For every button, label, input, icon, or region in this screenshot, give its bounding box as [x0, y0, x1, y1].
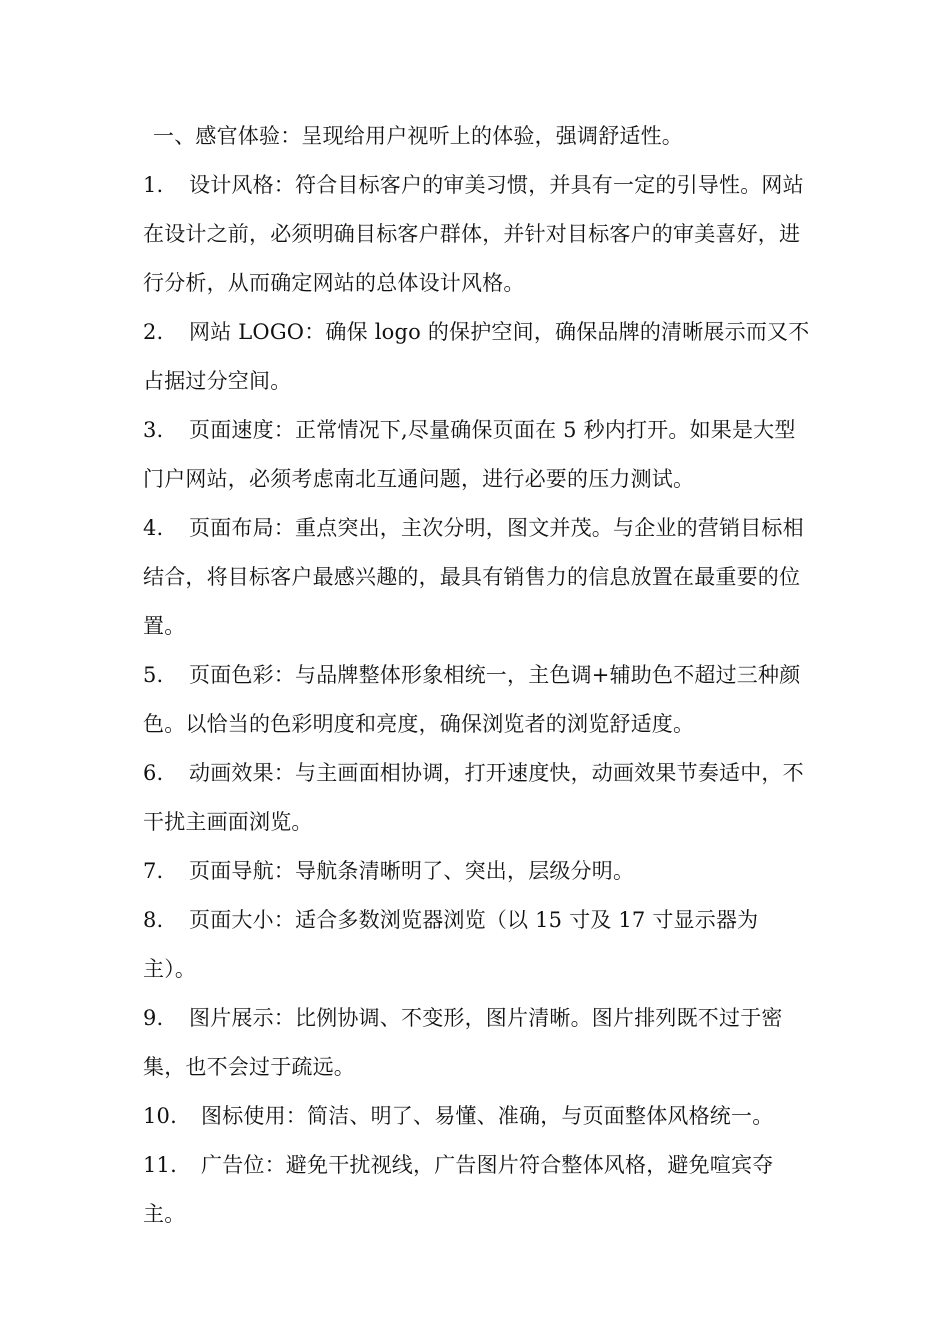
list-item	[143, 896, 811, 994]
item-number: 6.	[143, 761, 164, 785]
item-text: 图标使用：简洁、明了、易懂、准确，与页面整体风格统一。	[201, 1104, 774, 1128]
item-text: 页面布局：重点突出，主次分明，图文并茂。与企业的营销目标相结合，将目标客户最感兴趣的，最具有销售力的信息放置在最重要的位置。	[143, 516, 804, 638]
list-item	[143, 161, 811, 308]
item-number: 5.	[143, 663, 164, 687]
item-number: 11.	[143, 1153, 177, 1177]
list-item	[143, 1092, 811, 1141]
item-text: 网站 LOGO：确保 logo 的保护空间，确保品牌的清晰展示而又不占据过分空间。	[143, 320, 810, 393]
list-item	[143, 847, 811, 896]
list-item	[143, 406, 811, 504]
item-text: 广告位：避免干扰视线，广告图片符合整体风格，避免喧宾夺主。	[143, 1153, 774, 1226]
item-text: 页面导航：导航条清晰明了、突出，层级分明。	[189, 859, 635, 883]
item-text: 动画效果：与主画面相协调，打开速度快，动画效果节奏适中，不干扰主画面浏览。	[143, 761, 804, 834]
item-text: 页面速度：正常情况下,尽量确保页面在 5 秒内打开。如果是大型门户网站，必须考虑南北互通问题，进行必要的压力测试。	[143, 418, 796, 491]
document-body	[143, 112, 811, 1239]
item-number: 3.	[143, 418, 164, 442]
item-text: 页面色彩：与品牌整体形象相统一，主色调+辅助色不超过三种颜色。以恰当的色彩明度和亮度，确保浏览者的浏览舒适度。	[143, 663, 801, 736]
item-number: 8.	[143, 908, 164, 932]
section-heading: 一、感官体验：呈现给用户视听上的体验，强调舒适性。	[153, 124, 683, 148]
list-item	[143, 1141, 811, 1239]
item-number: 4.	[143, 516, 164, 540]
item-text: 设计风格：符合目标客户的审美习惯，并具有一定的引导性。网站在设计之前，必须明确目标客户群体，并针对目标客户的审美喜好，进行分析，从而确定网站的总体设计风格。	[143, 173, 804, 295]
item-text: 页面大小：适合多数浏览器浏览（以 15 寸及 17 寸显示器为主）。	[143, 908, 759, 981]
item-number: 10.	[143, 1104, 177, 1128]
item-text: 图片展示：比例协调、不变形，图片清晰。图片排列既不过于密集，也不会过于疏远。	[143, 1006, 783, 1079]
item-number: 2.	[143, 320, 164, 344]
item-number: 9.	[143, 1006, 164, 1030]
list-item	[143, 994, 811, 1092]
item-number: 7.	[143, 859, 164, 883]
item-number: 1.	[143, 173, 164, 197]
list-item	[143, 504, 811, 651]
list-item	[143, 749, 811, 847]
list-item	[143, 651, 811, 749]
list-item	[143, 308, 811, 406]
